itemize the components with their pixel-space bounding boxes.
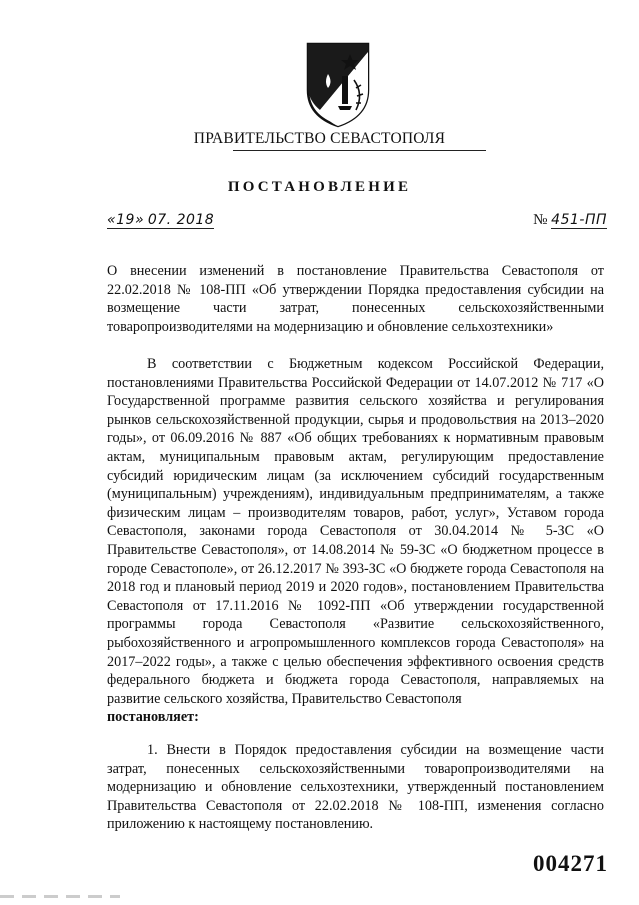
serial-number: 004271 <box>533 851 608 876</box>
document-number <box>533 212 607 229</box>
document-type-heading: ПОСТАНОВЛЕНИЕ <box>227 179 412 195</box>
number-value: 451-ПП <box>551 212 607 228</box>
resolves-word: постановляет: <box>107 709 199 726</box>
date-month-year: 07. 2018 <box>147 212 215 228</box>
scan-artifact <box>0 895 120 898</box>
preamble-text: В соответствии с Бюджетным кодексом Российской Федерации, постановлениями Правительства Российской Федерации от 14.07.2012 № 717 «О Государственной программе развития сельского хозяйства и регулирования рынков сельскохозяйственной продукции, сырья и продовольствия на 2013–2020 годы», от 06.09.2016 № 887 «Об общих требованиях к нормативным правовым актам, муниципальным правовым актам, регулирующим предоставление субсидий юридическим лицам (за исключением субсидий государственным (муниципальным) учреждениям), индивидуальным предпринимателям, а также физическим лицам – производителям товаров, работ, услуг», Уставом города Севастополя, законами города Севастополя от 30.04.2014 № 5-ЗС «О Правительстве Севастополя», от 14.08.2014 № 59-ЗС «О бюджетном процессе в городе Севастополе», от 26.12.2017 № 393-ЗС «О бюджете города Севастополя на 2018 год и плановый период 2019 и 2020 годов», постановлением Правительства Севастополя от 17.11.2016 № 1092-ПП «Об утверждении государственной программы города Севастополя «Развитие сельскохозяйственного, рыбохозяйственного и агропромышленного комплексов города Севастополя» на 2017–2022 годы», а также с целью обеспечения эффективного освоения средств федерального бюджета и бюджета города Севастополя, направляемых на развитие сельского хозяйства, Правительство Севастополя <box>107 356 604 707</box>
title-underline <box>233 150 486 151</box>
date-field <box>107 213 214 229</box>
date-open-quote: « <box>107 212 117 228</box>
resolution-item-1: 1. Внести в Порядок предоставления субсидии на возмещение части затрат, понесенных сельскохозяйственными товаропроизводителями на модернизацию и обновление сельхозтехники, утвержденный постановлением Правительства Севастополя от 22.02.2018 № 108-ПП, изменения согласно приложению к настоящему постановлению. <box>107 742 604 833</box>
document-subject: О внесении изменений в постановление Правительства Севастополя от 22.02.2018 № 108-ПП «Об утверждении Порядка предоставления субсидии на возмещение части затрат, понесенных сельскохозяйственными товаропроизводителями на модернизацию и обновление сельхозтехники» <box>107 263 604 335</box>
date-close-quote: » <box>134 212 145 228</box>
date-day: 19 <box>116 212 135 228</box>
preamble-paragraph <box>107 355 604 727</box>
document-date <box>107 212 214 229</box>
sevastopol-coat-of-arms-icon <box>298 40 378 128</box>
number-sign: № <box>533 212 548 228</box>
government-title: ПРАВИТЕЛЬСТВО СЕВАСТОПОЛЯ <box>193 130 446 147</box>
